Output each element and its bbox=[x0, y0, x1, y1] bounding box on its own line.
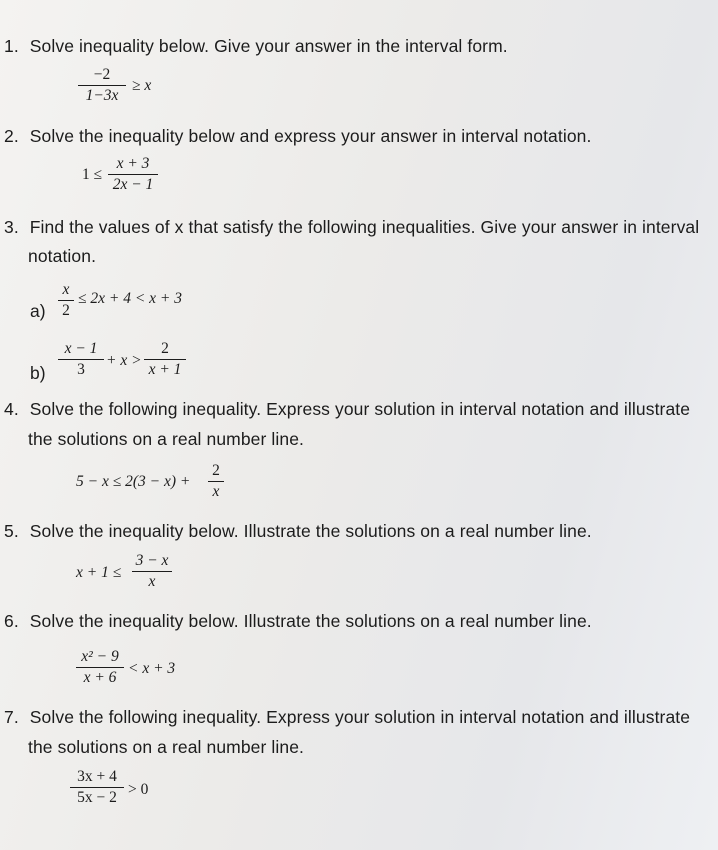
question-1-relation: ≥ x bbox=[132, 77, 152, 94]
question-6-fraction bbox=[76, 648, 124, 687]
question-7 bbox=[4, 707, 690, 728]
question-1-fraction bbox=[78, 66, 126, 105]
question-4-text-line2: the solutions on a real number line. bbox=[28, 429, 304, 449]
question-3-text-line1: Find the values of x that satisfy the following inequalities. Give your answer in interval bbox=[29, 217, 700, 237]
question-3a-denominator: 2 bbox=[62, 302, 70, 319]
question-2-numerator: x + 3 bbox=[116, 155, 150, 172]
question-3b-middle: + x > bbox=[106, 352, 142, 369]
question-3b-denominator-1: 3 bbox=[77, 361, 85, 378]
question-7-denominator: 5x − 2 bbox=[77, 789, 117, 806]
question-2-denominator: 2x − 1 bbox=[112, 176, 154, 193]
question-4-text-line1: Solve the following inequality. Express your solution in interval notation and illustrate bbox=[29, 399, 691, 419]
question-3b-label: b) bbox=[30, 363, 46, 383]
question-2-fraction bbox=[108, 155, 158, 194]
question-3b-fraction-1 bbox=[58, 340, 104, 379]
question-3-text-line2: notation. bbox=[28, 246, 97, 266]
question-4-number: 4. bbox=[4, 399, 19, 419]
question-5-fraction bbox=[132, 552, 172, 591]
question-4 bbox=[4, 399, 690, 420]
question-6-number: 6. bbox=[4, 611, 19, 631]
question-3b-numerator-1: x − 1 bbox=[64, 340, 98, 357]
question-3a-fraction bbox=[58, 281, 74, 320]
question-6-numerator: x² − 9 bbox=[81, 648, 119, 665]
question-1-numerator: −2 bbox=[93, 66, 111, 83]
question-6 bbox=[4, 611, 592, 632]
question-7-number: 7. bbox=[4, 707, 19, 727]
question-4-lhs: 5 − x ≤ 2(3 − x) + bbox=[76, 473, 191, 490]
question-3b-fraction-2 bbox=[144, 340, 186, 379]
question-2-number: 2. bbox=[4, 126, 19, 146]
question-5-lhs: x + 1 ≤ bbox=[76, 564, 122, 581]
question-3a-numerator: x bbox=[62, 281, 70, 298]
question-7-fraction bbox=[70, 768, 124, 807]
question-3b-numerator-2: 2 bbox=[161, 340, 169, 357]
question-5-denominator: x bbox=[148, 573, 156, 590]
question-7-text-line2: the solutions on a real number line. bbox=[28, 737, 304, 757]
question-1 bbox=[4, 36, 508, 57]
question-5-number: 5. bbox=[4, 521, 19, 541]
question-3 bbox=[4, 217, 699, 238]
question-5-text: Solve the inequality below. Illustrate the solutions on a real number line. bbox=[29, 521, 592, 541]
question-5 bbox=[4, 521, 592, 542]
question-6-text: Solve the inequality below. Illustrate the solutions on a real number line. bbox=[29, 611, 592, 631]
question-4-fraction bbox=[208, 462, 224, 501]
question-2-text: Solve the inequality below and express your answer in interval notation. bbox=[29, 126, 592, 146]
question-4-denominator: x bbox=[212, 483, 220, 500]
question-1-text: Solve inequality below. Give your answer in the interval form. bbox=[29, 36, 508, 56]
question-3a-label: a) bbox=[30, 301, 46, 321]
question-5-numerator: 3 − x bbox=[135, 552, 169, 569]
question-3-number: 3. bbox=[4, 217, 19, 237]
question-7-text-line1: Solve the following inequality. Express your solution in interval notation and illustrate bbox=[29, 707, 691, 727]
question-7-rest: > 0 bbox=[128, 781, 149, 798]
question-3b-denominator-2: x + 1 bbox=[148, 361, 182, 378]
question-3a-rest: ≤ 2x + 4 < x + 3 bbox=[78, 290, 183, 307]
question-1-number: 1. bbox=[4, 36, 19, 56]
question-6-denominator: x + 6 bbox=[83, 669, 117, 686]
question-7-numerator: 3x + 4 bbox=[77, 768, 117, 785]
question-2-lhs: 1 ≤ bbox=[82, 166, 103, 183]
question-2 bbox=[4, 126, 591, 147]
question-1-denominator: 1−3x bbox=[85, 87, 119, 104]
question-6-rest: < x + 3 bbox=[128, 660, 176, 677]
question-4-numerator: 2 bbox=[212, 462, 220, 479]
